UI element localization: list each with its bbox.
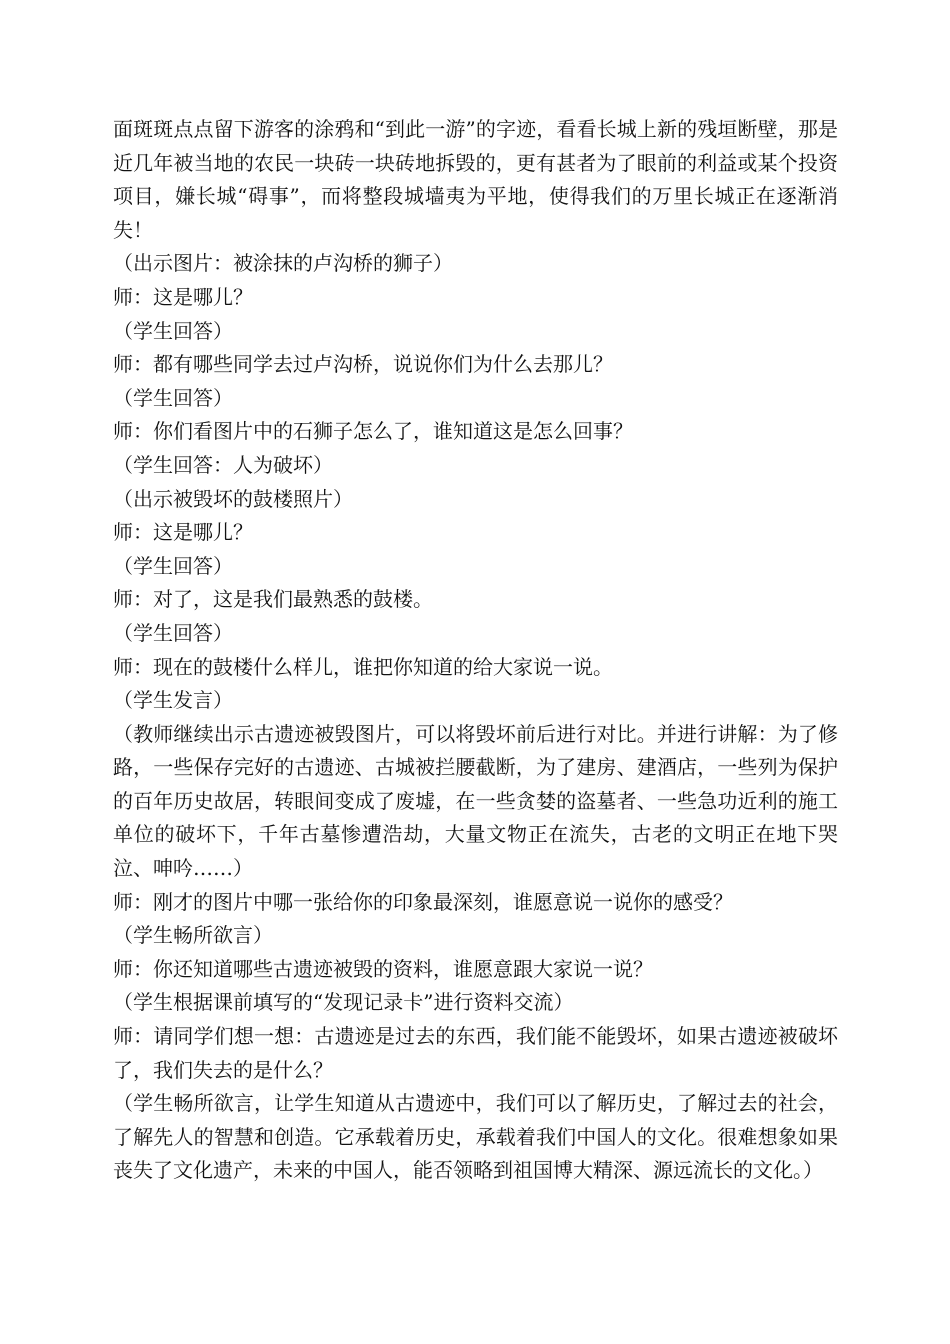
paragraph-student-response: （学生回答） [113,318,233,343]
paragraph-student-response: （学生根据课前填写的“发现记录卡”进行资料交流） [113,990,574,1015]
paragraph-student-response: （学生回答：人为破坏） [113,452,333,477]
paragraph-teacher-line: 师：现在的鼓楼什么样儿，谁把你知道的给大家说一说。 [113,654,613,679]
paragraph-teacher-line: 师：这是哪儿？ [113,284,253,309]
paragraph-student-response: （学生回答） [113,553,233,578]
paragraph-stage-direction: （教师继续出示古遗迹被毁图片，可以将毁坏前后进行对比。并进行讲解：为了修路，一些保存完好的古遗迹、古城被拦腰截断，为了建房、建酒店，一些列为保护的百年历史故居，转眼间变成了废墟，在一些贪婪的盗墓者、一些急功近利的施工单位的破坏下，千年古墓惨遭浩劫，大量文物正在流失，古老的文明正在地下哭泣、呻吟……） [113,721,838,881]
paragraph-stage-direction: （出示图片：被涂抹的卢沟桥的狮子） [113,251,453,276]
paragraph-student-response: （学生畅所欲言，让学生知道从古遗迹中，我们可以了解历史，了解过去的社会，了解先人的智慧和创造。它承载着历史，承载着我们中国人的文化。很难想象如果丧失了文化遗产，未来的中国人，能否领略到祖国博大精深、源远流长的文化。） [113,1091,838,1183]
paragraph-teacher-line: 师：你们看图片中的石狮子怎么了，谁知道这是怎么回事？ [113,419,633,444]
paragraph-teacher-line: 师：你还知道哪些古遗迹被毁的资料，谁愿意跟大家说一说？ [113,956,653,981]
document-page [113,113,838,1188]
paragraph-student-response: （学生回答） [113,620,233,645]
paragraph-teacher-line: 师：都有哪些同学去过卢沟桥，说说你们为什么去那儿？ [113,352,613,377]
paragraph-student-response: （学生发言） [113,688,233,713]
paragraph-student-response: （学生回答） [113,385,233,410]
paragraph-stage-direction: （出示被毁坏的鼓楼照片） [113,486,353,511]
paragraph-teacher-line: 师：请同学们想一想：古遗迹是过去的东西，我们能不能毁坏，如果古遗迹被破坏了，我们失去的是什么？ [113,1024,838,1082]
paragraph-great-wall: 面斑斑点点留下游客的涂鸦和“到此一游”的字迹，看看长城上新的残垣断壁，那是近几年被当地的农民一块砖一块砖地拆毁的，更有甚者为了眼前的利益或某个投资项目，嫌长城“碍事”，而将整段城墙夷为平地，使得我们的万里长城正在逐渐消失！ [113,117,838,242]
paragraph-teacher-line: 师：刚才的图片中哪一张给你的印象最深刻，谁愿意说一说你的感受？ [113,889,733,914]
paragraph-teacher-line: 师：这是哪儿？ [113,520,253,545]
paragraph-teacher-line: 师：对了，这是我们最熟悉的鼓楼。 [113,587,433,612]
paragraph-student-response: （学生畅所欲言） [113,923,273,948]
